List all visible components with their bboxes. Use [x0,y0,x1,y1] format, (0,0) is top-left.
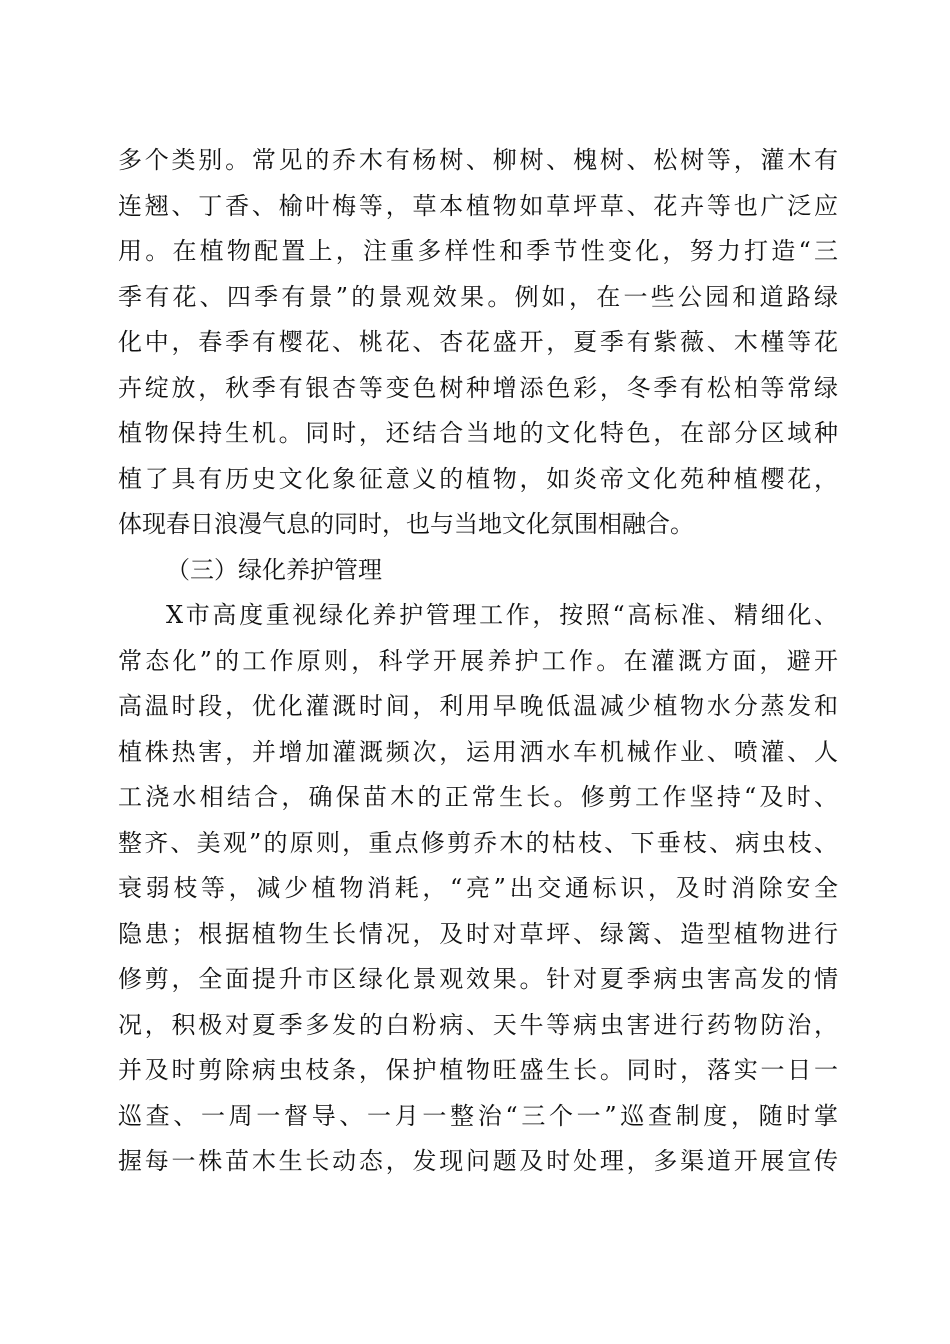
text-line: 巡查、一周一督导、一月一整治“三个一”巡查制度，随时掌 [118,1101,838,1130]
text-line: 并及时剪除病虫枝条，保护植物旺盛生长。同时，落实一日一 [118,1056,838,1084]
paragraph-plant-varieties [118,138,838,548]
paragraph-maintenance [118,593,838,1185]
text-line: 隐患；根据植物生长情况，及时对草坪、绿篱、造型植物进行 [118,919,838,948]
text-line: 多个类别。常见的乔木有杨树、柳树、槐树、松树等，灌木有 [118,146,838,174]
text-line: 季有花、四季有景”的景观效果。例如，在一些公园和道路绿 [118,282,838,311]
text-line: 高温时段，优化灌溉时间，利用早晚低温减少植物水分蒸发和 [118,692,838,720]
text-line: 植物保持生机。同时，还结合当地的文化特色，在部分区域种 [118,419,838,447]
text-line: 体现春日浪漫气息的同时，也与当地文化氛围相融合。 [118,510,694,538]
text-line: 植了具有历史文化象征意义的植物，如炎帝文化苑种植樱花， [118,464,838,493]
text-line: X市高度重视绿化养护管理工作，按照“高标准、精细化、 [166,601,838,629]
text-line: 化中，春季有樱花、桃花、杏花盛开，夏季有紫薇、木槿等花 [118,328,838,356]
text-line: 植株热害，并增加灌溉频次，运用洒水车机械作业、喷灌、人 [118,737,838,766]
text-line: 握每一株苗木生长动态，发现问题及时处理，多渠道开展宣传 [118,1147,838,1175]
text-line: 况，积极对夏季多发的白粉病、天牛等病虫害进行药物防治， [118,1010,838,1039]
text-line: 工浇水相结合，确保苗木的正常生长。修剪工作坚持“及时、 [118,783,838,811]
section-heading: （三）绿化养护管理 [166,555,382,584]
text-line: 衰弱枝等，减少植物消耗，“亮”出交通标识，及时消除安全 [118,874,838,902]
text-line: 卉绽放，秋季有银杏等变色树种增添色彩，冬季有松柏等常绿 [118,373,838,402]
text-line: 修剪，全面提升市区绿化景观效果。针对夏季病虫害高发的情 [118,965,838,993]
body-text [118,138,838,1185]
text-line: 常态化”的工作原则，科学开展养护工作。在灌溉方面，避开 [118,646,838,675]
text-line: 用。在植物配置上，注重多样性和季节性变化，努力打造“三 [118,237,838,265]
text-line: 连翘、丁香、榆叶梅等，草本植物如草坪草、花卉等也广泛应 [118,191,838,220]
text-line: 整齐、美观”的原则，重点修剪乔木的枯枝、下垂枝、病虫枝、 [118,828,838,857]
